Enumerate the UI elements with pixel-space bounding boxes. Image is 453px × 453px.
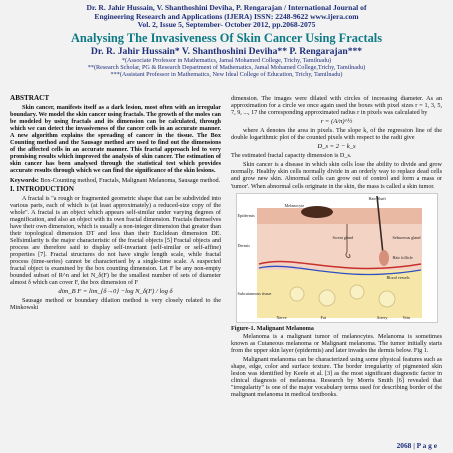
label-melanocyte: Melanocyte — [284, 202, 305, 208]
right-paragraph-6: Malignant melanoma can be characterized using some physical features such as shape, edge, color and surface texture. The border irregularity of pigmented skin lesion was identified by Keefe et al. [3] as the most significant diagnostic factor in clinical diagnosis of melanoma. Research by Morris Smith [6] revealed that "irregularity" is one of the major vocabulary terms used for describing border of the malignant melanoma in medical textbooks. — [231, 355, 442, 398]
box-dimension-formula: dim_B F = lim_{δ→0} −log N_δ(F) / log δ — [58, 288, 173, 296]
keywords — [10, 177, 221, 184]
right-column — [231, 95, 442, 400]
fat-cell — [350, 285, 364, 299]
right-paragraph-5: Melanoma is a malignant tumor of melanocytes. Melanoma is sometimes known as Cutaneous melanoma or Malignant melanoma. The tumor initially starts from the upper skin layer (epidermis) and later invades the dermis below. Fig 1. — [231, 332, 442, 354]
skin-anatomy-figure — [236, 193, 438, 323]
label-blood-vessels: Blood vessels — [386, 274, 410, 280]
abstract-text: Skin cancer, manifests itself as a dark lesion, most often with an irregular boundary. We model the skin cancer using fractals. The growth of the moles can be modeled by using fractals and its dimension can be calculated, through which we can detect the invasiveness of the cancer cells in an accurate manner. A new algorithm explains the spreading of cancer in the tissue. The Box Counting method and the Sausage method are used to find out the dimensions of the affected cells in an accurate manner. This fractal approach led to very promising results which improved the analysis of skin cancer. The estimation of skin cancer has been analysed through the statistical test which provides accurate results through which we can find the significance of the skin lesions. — [10, 104, 221, 175]
fat-cell — [319, 290, 335, 306]
right-paragraph-1: dimension. The images were dilated with circles of increasing diameter. As an approximation for a circle we once again used the boxes with pixel sizes r = 1, 3, 5, 7, 9, ..., 17 the corresponding approximated radius r in pixels was calculated by — [231, 95, 442, 117]
label-sweat-gland: Sweat gland — [332, 234, 354, 240]
header-line-2: Engineering Research and Applications (IJERA) ISSN: 2248-9622 www.ijera.com — [94, 11, 359, 21]
label-vein: Vein — [402, 314, 411, 320]
melanoma-lesion — [301, 206, 333, 218]
right-paragraph-4: Skin cancer is a disease in which skin cells lose the ability to divide and grow normally. Healthy skin cells normally divide in an orderly way to replace dead cells and grow new skin. Abnormal cells can grow out of control and form a mass or 'tumor'. When abnormal cells originate in the skin, the mass is called a skin tumor. — [231, 161, 442, 190]
paper-title: Analysing The Invasiveness Of Skin Cancer Using Fractals — [70, 30, 383, 45]
page-number: 2068 | P a g e — [396, 441, 437, 450]
introduction-paragraph-2: Sausage method or boundary dilation method is very closely related to the Minkowski — [10, 297, 221, 312]
dermis-layer — [257, 224, 422, 270]
label-fat: Fat — [320, 314, 326, 320]
label-sebaceous-gland: Sebaceous gland — [392, 234, 421, 240]
label-hair-follicle: Hair follicle — [392, 254, 413, 260]
label-artery: Artery — [376, 314, 388, 320]
hair-follicle — [379, 250, 389, 266]
keywords-text: Box-Counting method, Fractals, Malignant Melanoma, Sausage method. — [40, 176, 221, 184]
label-epidermis: Epidermis — [237, 212, 255, 218]
affiliation-1: *(Associate Professor in Mathematics, Jamal Mohamed College, Trichy, Tamilnadu) — [121, 56, 332, 64]
introduction-paragraph-1: A fractal is "a rough or fragmented geometric shape that can be subdivided into various parts, each of which is (at least approximately) a reduced-size copy of the whole". A fractal is an object which appears self-similar under varying degrees of magnification, and also an object with its own fractal dimension. Fractals themselves have their own dimension, which is usually a non-integer dimension that greater than their topological dimension DT and less than their Euclidean dimension DE. Selfsimilarity is the major characteristic of the fractal objects [5] Fractal objects and process are therefore said to display self-invariant (self-similar or self-affine) properties [7]. Fractal structures do not have single length scale, while fractal process (time-series) cannot be characterised by a single-time scale. A suspected fractal object is examined by the box counting dimension. Let F be any non-empty bounded subset of R^n and let N_δ(F) be the smallest number of sets of diameter almost δ which can cover F, the box dimension of F — [10, 194, 221, 287]
abstract-heading: ABSTRACT — [10, 94, 50, 102]
right-paragraph-3: The estimated fractal capacity dimension is D_s. — [231, 152, 352, 160]
introduction-heading: I. INTRODUCTION — [10, 184, 74, 193]
keywords-label: Keywords: — [10, 176, 39, 184]
label-dermis: Dermis — [237, 242, 250, 248]
epidermis-layer — [257, 208, 422, 224]
header-line-1: Dr. R. Jahir Hussain, V. Shanthoshini Deviha, P. Rengarajan / International Journal of — [86, 3, 367, 12]
author-list: Dr. R. Jahir Hussain* V. Shanthoshini Deviha** P. Rengarajan*** — [90, 45, 363, 57]
affiliation-2: **(Research Scholar, PG & Research Department of Mathematics, Jamal Mohamed College,Trichy, Tamilnadu) — [87, 63, 366, 71]
sausage-dimension-formula: D_s = 2 − k_s — [317, 143, 356, 151]
label-subcutaneous: Subcutaneous tissue — [237, 290, 272, 296]
two-column-body — [10, 95, 443, 400]
fat-cell — [290, 287, 304, 301]
journal-header — [10, 4, 443, 30]
fat-cell — [379, 291, 395, 307]
left-column — [10, 95, 221, 400]
figure-caption: Figure-1. Malignant Melanoma — [231, 324, 314, 332]
affiliation-3: ***(Assistant Professor in Mathematics, New Ideal College of Education, Trichy, Tamilnadu) — [110, 70, 343, 78]
header-line-3: Vol. 2, Issue 5, September- October 2012, pp.2068-2075 — [137, 20, 316, 30]
radius-formula: r = (A/π)^½ — [320, 118, 353, 126]
label-nerve: Nerve — [276, 314, 287, 320]
right-paragraph-2: where A denotes the area in pixels. The slope k, of the regression line of the double logarithmic plot of the counted pixels with respect to the radii give — [231, 127, 442, 142]
label-hair-shaft: Hair Shaft — [368, 195, 386, 201]
